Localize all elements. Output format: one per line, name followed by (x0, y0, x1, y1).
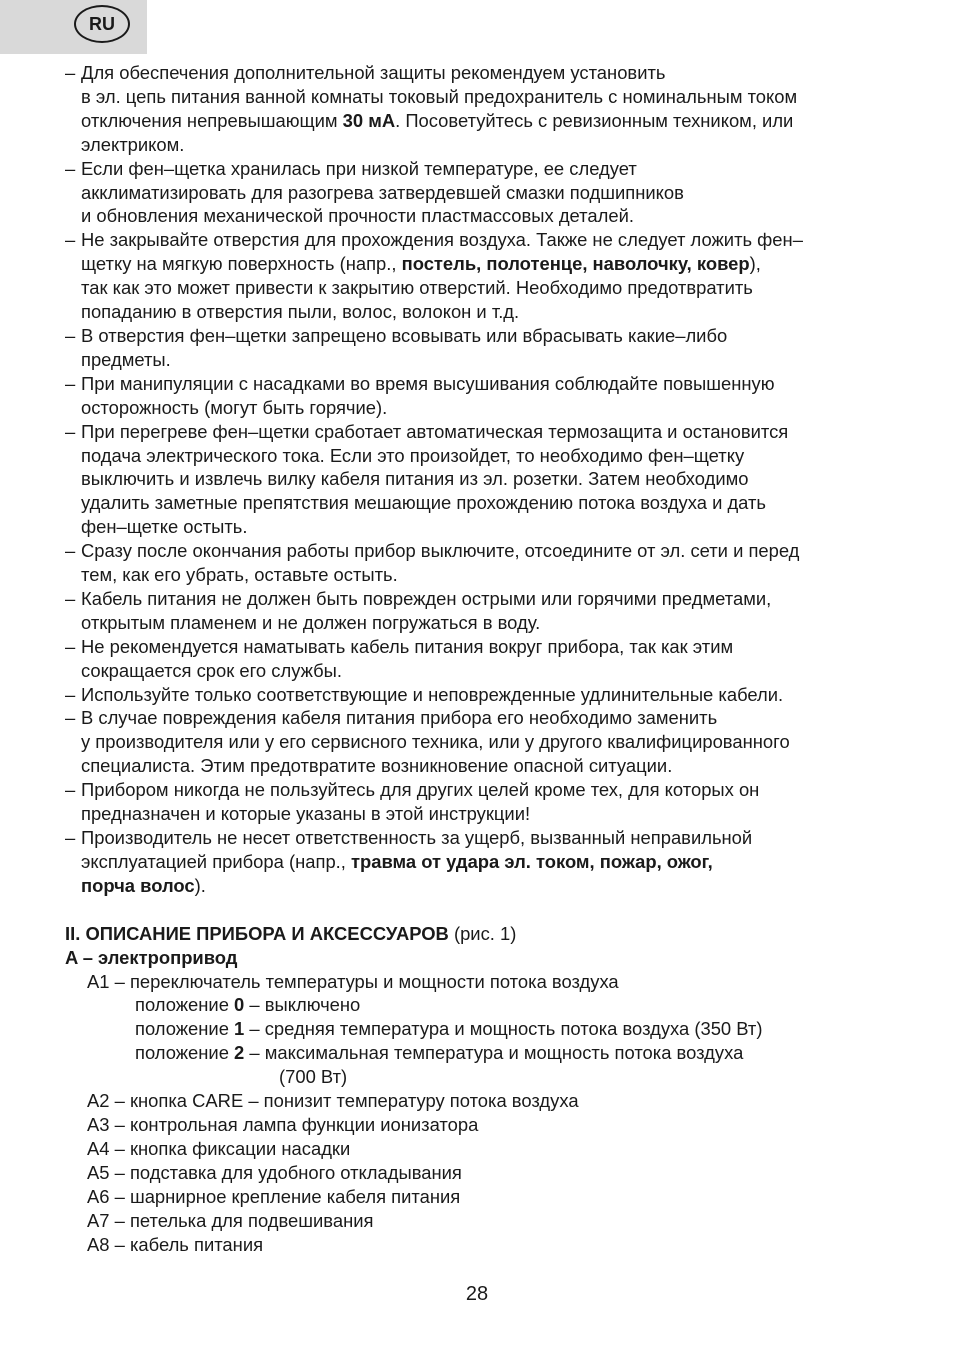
bullet-line (81, 659, 905, 683)
text-run: В случае повреждения кабеля питания прибора его необходимо заменить (81, 707, 718, 729)
bold-text: постель, полотенце, наволочку, ковер (401, 253, 750, 275)
text-run: открытым пламенем и не должен погружаться в воду. (81, 611, 541, 633)
bullet-line (81, 181, 905, 205)
bullet-line (81, 252, 905, 276)
bullet-line (81, 61, 905, 85)
text-run: осторожность (могут быть горячие). (81, 396, 388, 418)
part-item: A2 – кнопка CARE – понизит температуру потока воздуха (87, 1090, 579, 1112)
bullet-item (65, 228, 905, 324)
text-run: так как это может привести к закрытию отверстий. Необходимо предотвратить (81, 277, 753, 299)
part-item: A5 – подставка для удобного откладывания (87, 1161, 462, 1183)
text-run: попаданию в отверстия пыли, волос, волокон и т.д. (81, 301, 520, 323)
text-run: щетку на мягкую поверхность (напр., (81, 253, 402, 275)
bullet-line (81, 133, 905, 157)
switch-position-2-continued: (700 Вт) (279, 1066, 348, 1088)
switch-position-1 (65, 1017, 905, 1041)
text-run: у производителя или у его сервисного техника, или у другого квалифицированного (81, 731, 790, 753)
bullet-line (81, 157, 905, 181)
parts-list (65, 1089, 905, 1256)
page-number: 28 (465, 1283, 489, 1305)
bullet-line (81, 706, 905, 730)
bullet-line (81, 563, 905, 587)
bullet-item (65, 706, 905, 778)
bullet-dash: – (65, 635, 76, 657)
bullet-item (65, 157, 905, 229)
part-item-a1: A1 – переключатель температуры и мощности потока воздуха (87, 970, 619, 992)
text-run: предназначен и которые указаны в этой инструкции! (81, 803, 531, 825)
bullet-line (81, 444, 905, 468)
position-label: положение (135, 1042, 235, 1064)
text-run: Для обеспечения дополнительной защиты рекомендуем установить (81, 62, 666, 83)
text-run: Не закрывайте отверстия для прохождения воздуха. Также не следует ложить фен– (81, 229, 803, 251)
text-run: подача электрического тока. Если это произойдет, то необходимо фен–щетку (81, 444, 745, 466)
text-run: специалиста. Этим предотвратите возникновение опасной ситуации. (81, 755, 673, 777)
bullet-line (81, 587, 905, 611)
bullet-line (81, 539, 905, 563)
text-run: Производитель не несет ответственность за ущерб, вызванный неправильной (81, 827, 753, 848)
language-tab (0, 0, 147, 54)
switch-position-0 (65, 993, 905, 1017)
bullet-line (81, 635, 905, 659)
text-run: ), (749, 253, 761, 275)
bullet-item (65, 778, 905, 826)
switch-position-2 (65, 1041, 905, 1065)
language-badge: RU (74, 5, 130, 43)
bullet-item (65, 587, 905, 635)
bullet-line (81, 611, 905, 635)
bold-text: травма от удара эл. током, пожар, ожог, (351, 850, 713, 872)
position-label: положение (135, 994, 235, 1016)
bullet-dash: – (65, 420, 76, 442)
text-run: Если фен–щетка хранилась при низкой температуре, ее следует (81, 157, 637, 179)
bullet-dash: – (65, 62, 76, 83)
bullet-dash: – (65, 229, 76, 251)
bullet-line (81, 874, 905, 898)
part-item: A7 – петелька для подвешивания (87, 1209, 374, 1231)
section-title-text: II. ОПИСАНИЕ ПРИБОРА И АКСЕССУАРОВ (65, 922, 449, 944)
position-description: – средняя температура и мощность потока воздуха (350 Вт) (244, 1018, 763, 1040)
text-run: в эл. цепь питания ванной комнаты токовый предохранитель с номинальным током (81, 85, 798, 107)
text-run: При перегреве фен–щетки сработает автоматическая термозащита и остановится (81, 420, 789, 442)
position-description: – выключено (244, 994, 361, 1016)
bullet-item (65, 826, 905, 898)
bullet-dash: – (65, 324, 76, 346)
bullet-line (81, 396, 905, 420)
bullet-dash: – (65, 372, 76, 394)
bullet-line (81, 754, 905, 778)
section-subtitle: A – электропривод (65, 946, 238, 968)
text-run: Кабель питания не должен быть поврежден острыми или горячими предметами, (81, 587, 772, 609)
position-number: 2 (234, 1042, 245, 1064)
text-run: Прибором никогда не пользуйтесь для других целей кроме тех, для которых он (81, 779, 760, 801)
bullet-line (81, 109, 905, 133)
bullet-line (81, 372, 905, 396)
bullet-line (81, 324, 905, 348)
text-run: и обновления механической прочности пластмассовых деталей. (81, 205, 634, 227)
text-run: Сразу после окончания работы прибор выключите, отсоедините от эл. сети и перед (81, 540, 800, 562)
document-body (65, 61, 905, 1256)
section-title (65, 922, 905, 946)
bullet-item (65, 539, 905, 587)
bullet-line (81, 778, 905, 802)
bullet-line (81, 348, 905, 372)
text-run: фен–щетке остыть. (81, 516, 248, 538)
bold-text: 30 мА (342, 109, 396, 131)
text-run: При манипуляции с насадками во время высушивания соблюдайте повышенную (81, 372, 775, 394)
bullet-line (81, 85, 905, 109)
part-item: A8 – кабель питания (87, 1233, 264, 1255)
position-description: – максимальная температура и мощность потока воздуха (244, 1042, 744, 1064)
bullet-dash: – (65, 587, 76, 609)
text-run: . Посоветуйтесь с ревизионным техником, или (395, 109, 794, 131)
bullet-line (81, 491, 905, 515)
section-title-suffix: (рис. 1) (448, 922, 517, 944)
safety-instructions-list (65, 61, 905, 898)
bullet-line (81, 420, 905, 444)
text-run: электриком. (81, 133, 185, 155)
text-run: В отверстия фен–щетки запрещено всовывать или вбрасывать какие–либо (81, 324, 728, 346)
spacer (65, 898, 905, 922)
bullet-dash: – (65, 827, 76, 848)
bullet-line (81, 204, 905, 228)
bullet-item (65, 683, 905, 707)
bullet-line (81, 730, 905, 754)
text-run: отключения непревышающим (81, 109, 343, 131)
bullet-line (81, 515, 905, 539)
position-number: 1 (234, 1018, 245, 1040)
part-item: A4 – кнопка фиксации насадки (87, 1137, 351, 1159)
bullet-dash: – (65, 540, 76, 562)
text-run: тем, как его убрать, оставьте остыть. (81, 564, 398, 586)
bullet-dash: – (65, 707, 76, 729)
bullet-line (81, 850, 905, 874)
part-item: A6 – шарнирное крепление кабеля питания (87, 1185, 461, 1207)
text-run: сокращается срок его службы. (81, 659, 342, 681)
part-item: A3 – контрольная лампа функции ионизатора (87, 1113, 479, 1135)
bullet-line (81, 802, 905, 826)
text-run: выключить и извлечь вилку кабеля питания из эл. розетки. Затем необходимо (81, 468, 749, 490)
bullet-item (65, 635, 905, 683)
bullet-dash: – (65, 157, 76, 179)
bold-text: порча волос (81, 874, 195, 896)
bullet-line (81, 826, 905, 850)
bullet-dash: – (65, 683, 76, 705)
position-number: 0 (234, 994, 245, 1016)
position-label: положение (135, 1018, 235, 1040)
bullet-item (65, 61, 905, 157)
bullet-line (81, 276, 905, 300)
bullet-line (81, 467, 905, 491)
text-run: ). (194, 874, 206, 896)
bullet-line (81, 683, 905, 707)
bullet-item (65, 324, 905, 372)
bullet-item (65, 420, 905, 540)
text-run: удалить заметные препятствия мешающие прохождению потока воздуха и дать (81, 492, 767, 514)
bullet-dash: – (65, 779, 76, 801)
text-run: Используйте только соответствующие и неповрежденные удлинительные кабели. (81, 683, 784, 705)
bullet-line (81, 300, 905, 324)
bullet-line (81, 228, 905, 252)
text-run: эксплуатацией прибора (напр., (81, 850, 352, 872)
text-run: акклиматизировать для разогрева затвердевшей смазки подшипников (81, 181, 684, 203)
bullet-item (65, 372, 905, 420)
text-run: Не рекомендуется наматывать кабель питания вокруг прибора, так как этим (81, 635, 734, 657)
text-run: предметы. (81, 348, 171, 370)
